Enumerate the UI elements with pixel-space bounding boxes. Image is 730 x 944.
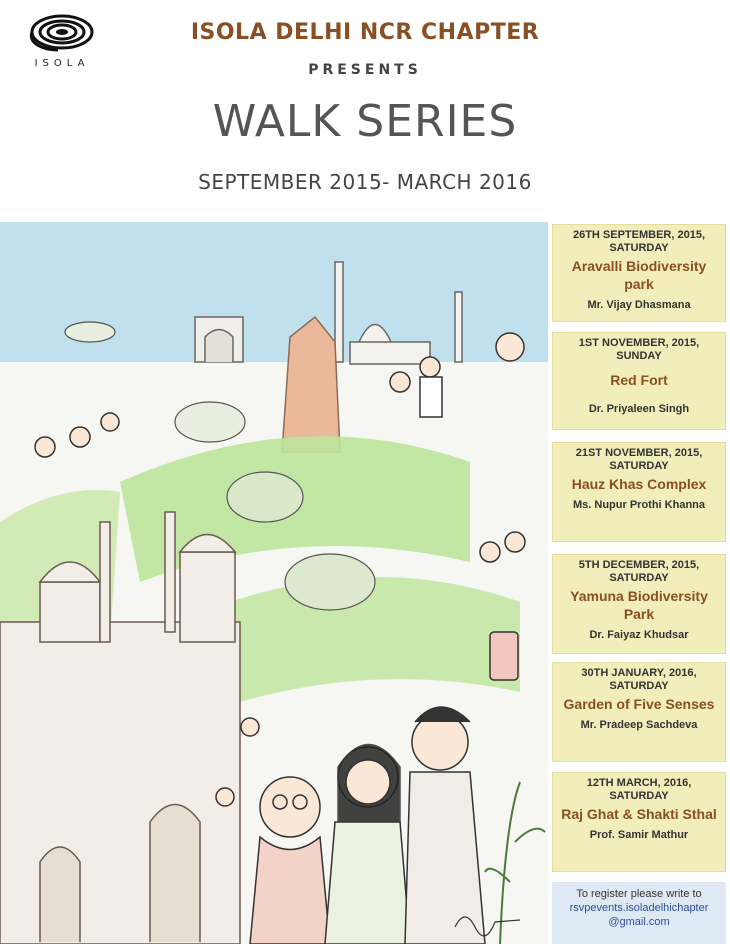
event-card [552, 442, 726, 542]
event-date: 26TH SEPTEMBER, 2015, [572, 229, 706, 241]
event-day: SATURDAY [609, 790, 669, 802]
event-place: Red Fort [610, 372, 668, 388]
event-day: SATURDAY [609, 680, 669, 692]
series-title: WALK SERIES [212, 96, 518, 147]
walk-illustration [0, 222, 548, 944]
events-sidebar [548, 222, 730, 944]
event-place: Raj Ghat & Shakti Sthal [561, 806, 717, 822]
register-box [552, 882, 726, 944]
event-guide: Mr. Vijay Dhasmana [587, 299, 691, 311]
event-date: 1ST NOVEMBER, 2015, [578, 337, 700, 349]
series-dates: SEPTEMBER 2015- MARCH 2016 [198, 170, 532, 194]
event-place: Garden of Five Senses [563, 696, 715, 712]
chapter-title: ISOLA DELHI NCR CHAPTER [190, 20, 540, 45]
event-day: SATURDAY [609, 572, 669, 584]
event-day: SATURDAY [609, 242, 669, 254]
event-card [552, 554, 726, 654]
event-card [552, 662, 726, 762]
event-guide: Ms. Nupur Prothi Khanna [573, 499, 705, 511]
event-card [552, 224, 726, 322]
event-guide: Dr. Priyaleen Singh [588, 403, 690, 415]
event-card [552, 772, 726, 872]
event-date: 5TH DECEMBER, 2015, [578, 559, 700, 571]
logo-text: ISOLA [34, 58, 90, 69]
event-date: 21ST NOVEMBER, 2015, [575, 447, 703, 459]
register-text: To register please write to [576, 888, 702, 900]
event-date: 30TH JANUARY, 2016, [581, 667, 697, 679]
register-email[interactable]: rsvpevents.isoladelhichapter [569, 902, 709, 914]
event-date: 12TH MARCH, 2016, [586, 777, 692, 789]
rock-monument [282, 317, 340, 452]
event-guide: Mr. Pradeep Sachdeva [580, 719, 698, 731]
event-place: Hauz Khas Complex [571, 476, 707, 492]
india-gate-sketch [195, 317, 243, 362]
presents-text: PRESENTS [308, 62, 422, 78]
event-place: Aravalli Biodiversity park [571, 258, 707, 292]
event-guide: Prof. Samir Mathur [589, 829, 689, 841]
event-guide: Dr. Faiyaz Khudsar [589, 629, 689, 641]
event-day: SUNDAY [616, 350, 662, 362]
event-card [552, 332, 726, 430]
register-email-domain[interactable]: @gmail.com [608, 916, 670, 928]
event-place: Yamuna Biodiversity Park [570, 588, 708, 622]
event-day: SATURDAY [609, 460, 669, 472]
